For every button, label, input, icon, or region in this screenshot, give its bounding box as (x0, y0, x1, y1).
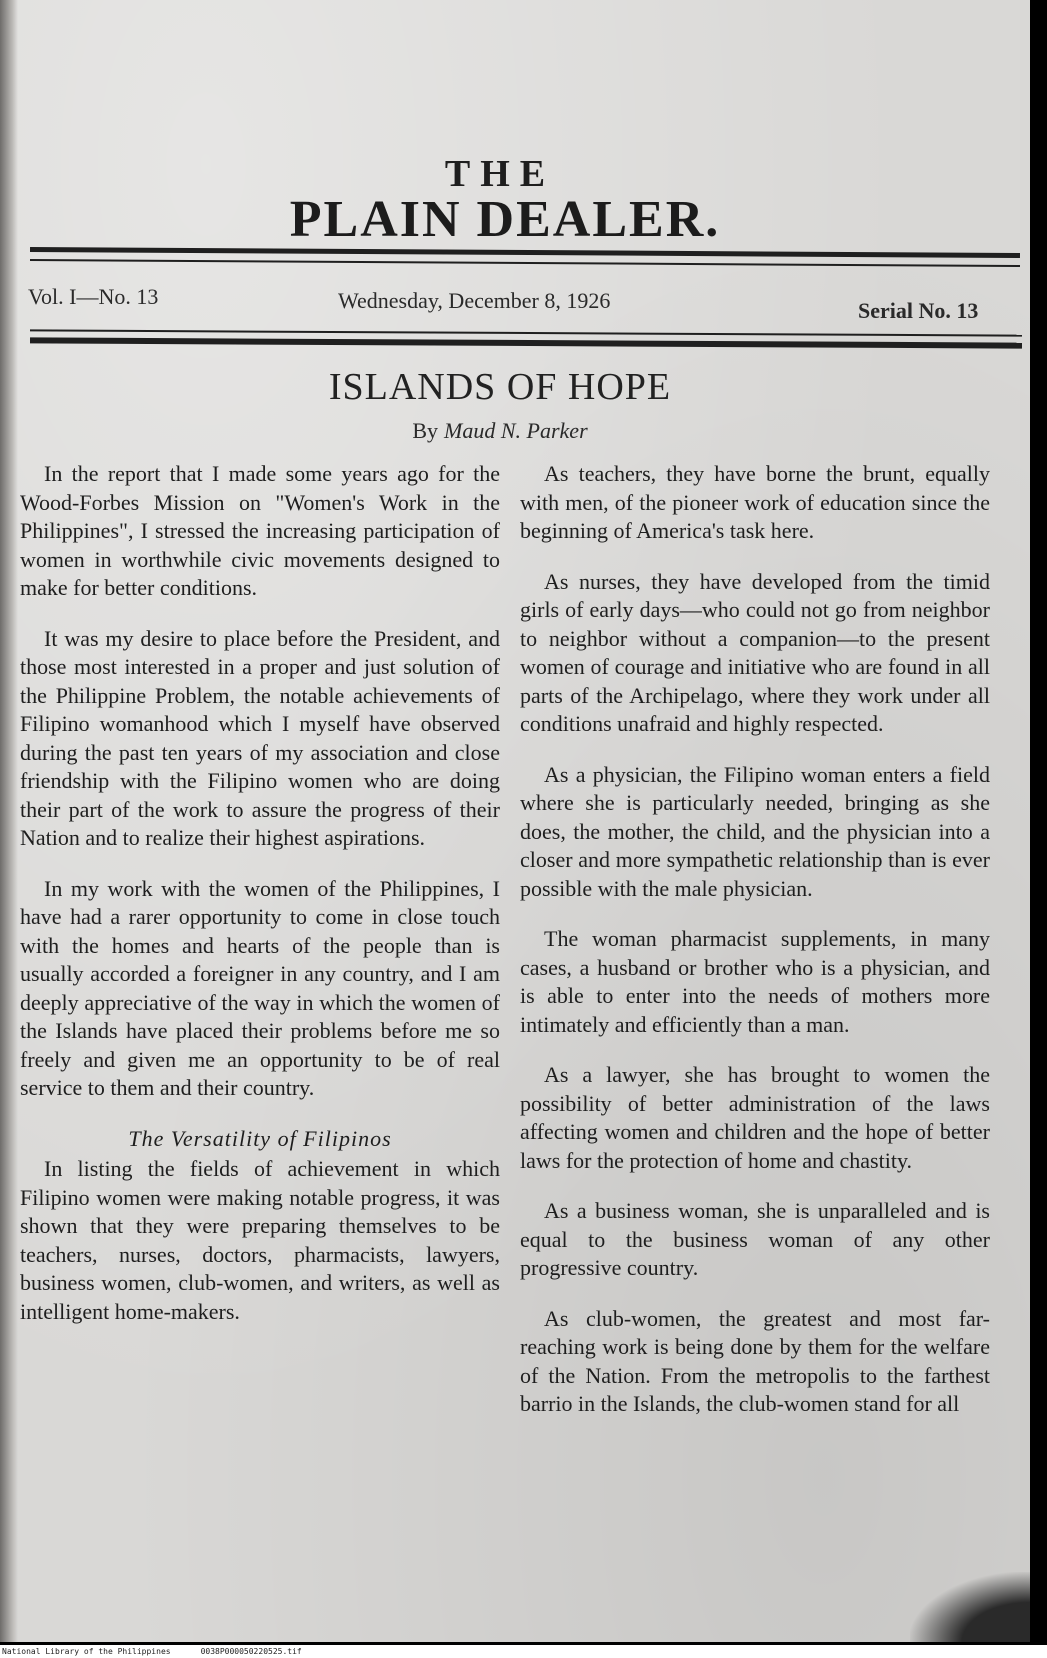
header-rule-thick (30, 337, 1022, 348)
article-left-column (20, 460, 500, 1326)
volume-number: Vol. I—No. 13 (28, 284, 159, 309)
paragraph: As nurses, they have developed from the timid girls of early days—who could not go from neighbor to neighbor without a companion—to the present women of courage and initiative who are found in all parts of the Archipelago, where they work under all conditions unafraid and highly respected. (520, 568, 990, 736)
masthead-title (0, 190, 1010, 249)
header-rule-thin (30, 329, 1022, 336)
section-subheading: The Versatility of Filipinos (128, 1125, 392, 1151)
byline-author: Maud N. Parker (444, 418, 588, 443)
scan-footer (0, 1645, 1047, 1658)
paragraph: As a business woman, she is unparalleled and is equal to the business woman of any other progressive country. (520, 1198, 990, 1280)
article-right-column (520, 460, 990, 1419)
masthead-rule-thin (30, 259, 1020, 267)
paragraph: In my work with the women of the Philippines, I have had a rarer opportunity to come in close touch with the homes and hearts of the people than is usually accorded a foreigner in any country, and I am deeply appreciative of the way in which the women of the Islands have placed their problems before me so freely and given me an opportunity to be of real service to them and their country. (20, 875, 500, 1100)
serial-number: Serial No. 13 (858, 298, 979, 323)
masthead-article: THE (444, 153, 556, 195)
paragraph: In the report that I made some years ago for the Wood-Forbes Mission on "Women's Work in the Philippines", I stressed the increasing participation of women in worthwhile civic movements designed to make for better conditions. (20, 461, 500, 600)
paragraph: As teachers, they have borne the brunt, equally with men, of the pioneer work of education since the beginning of America's task here. (520, 461, 990, 543)
paragraph: It was my desire to place before the President, and those most interested in a proper and just solution of the Philippine Problem, the notable achievements of Filipino womanhood which I myself have observed during the past ten years of my association and close friendship with the Filipino women who are doing their part of the work to assure the progress of their Nation and to realize their highest aspirations. (20, 625, 500, 850)
masthead-title-dot: . (705, 191, 721, 248)
byline-by: By (412, 418, 439, 443)
paragraph: As a lawyer, she has brought to women the possibility of better administration of the laws affecting women and children and the hope of better laws for the protection of home and chastity. (520, 1062, 990, 1173)
issue-date: Wednesday, December 8, 1926 (338, 288, 611, 313)
footer-filename: 0038P000050220525.tif (200, 1647, 302, 1656)
paragraph: The woman pharmacist supplements, in many cases, a husband or brother who is a physician, and is able to enter into the needs of mothers more intimately and efficiently than a man. (520, 926, 990, 1037)
byline (0, 418, 1000, 444)
paragraph: As a physician, the Filipino woman enters a field where she is particularly needed, bringing as she does, the mother, the child, and the physician into a closer and more sympathetic relationship than is ever possible with the male physician. (520, 761, 990, 901)
scan-shadow (910, 1572, 1030, 1642)
footer-library: National Library of the Philippines (2, 1647, 171, 1656)
article-title: ISLANDS OF HOPE (328, 366, 672, 408)
paragraph: As club-women, the greatest and most far-reaching work is being done by them for the welfare of the Nation. From the metropolis to the farthest barrio in the Islands, the club-women stand for all (520, 1305, 990, 1416)
paragraph: In listing the fields of achievement in which Filipino women were making notable progress, it was shown that they were preparing themselves to be teachers, nurses, doctors, pharmacists, lawyers, business women, club-women, and writers, as well as intelligent home-makers. (20, 1156, 500, 1324)
masthead-title-text: PLAIN DEALER (289, 191, 706, 248)
